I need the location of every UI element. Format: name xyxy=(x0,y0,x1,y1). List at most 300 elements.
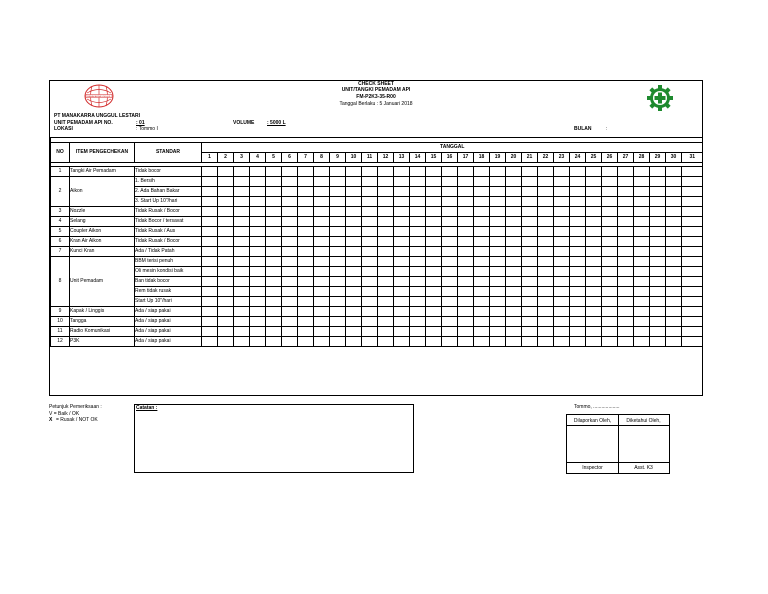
check-cell[interactable] xyxy=(234,227,250,237)
check-cell[interactable] xyxy=(602,217,618,227)
check-cell[interactable] xyxy=(346,267,362,277)
check-cell[interactable] xyxy=(618,257,634,267)
check-cell[interactable] xyxy=(586,297,602,307)
check-cell[interactable] xyxy=(250,297,266,307)
check-cell[interactable] xyxy=(602,237,618,247)
check-cell[interactable] xyxy=(570,317,586,327)
check-cell[interactable] xyxy=(682,247,703,257)
check-cell[interactable] xyxy=(202,327,218,337)
check-cell[interactable] xyxy=(442,227,458,237)
check-cell[interactable] xyxy=(330,307,346,317)
check-cell[interactable] xyxy=(602,327,618,337)
check-cell[interactable] xyxy=(506,297,522,307)
check-cell[interactable] xyxy=(378,317,394,327)
check-cell[interactable] xyxy=(618,167,634,177)
check-cell[interactable] xyxy=(410,257,426,267)
check-cell[interactable] xyxy=(634,167,650,177)
check-cell[interactable] xyxy=(650,167,666,177)
check-cell[interactable] xyxy=(570,207,586,217)
check-cell[interactable] xyxy=(570,267,586,277)
check-cell[interactable] xyxy=(282,187,298,197)
check-cell[interactable] xyxy=(618,297,634,307)
check-cell[interactable] xyxy=(346,177,362,187)
check-cell[interactable] xyxy=(618,277,634,287)
check-cell[interactable] xyxy=(442,287,458,297)
check-cell[interactable] xyxy=(362,287,378,297)
check-cell[interactable] xyxy=(266,167,282,177)
check-cell[interactable] xyxy=(394,307,410,317)
check-cell[interactable] xyxy=(650,237,666,247)
check-cell[interactable] xyxy=(298,227,314,237)
check-cell[interactable] xyxy=(618,177,634,187)
check-cell[interactable] xyxy=(282,277,298,287)
check-cell[interactable] xyxy=(490,277,506,287)
check-cell[interactable] xyxy=(570,337,586,347)
check-cell[interactable] xyxy=(314,337,330,347)
check-cell[interactable] xyxy=(218,307,234,317)
check-cell[interactable] xyxy=(602,337,618,347)
check-cell[interactable] xyxy=(538,297,554,307)
check-cell[interactable] xyxy=(554,247,570,257)
check-cell[interactable] xyxy=(394,217,410,227)
check-cell[interactable] xyxy=(458,187,474,197)
check-cell[interactable] xyxy=(394,317,410,327)
check-cell[interactable] xyxy=(234,187,250,197)
check-cell[interactable] xyxy=(394,207,410,217)
check-cell[interactable] xyxy=(346,337,362,347)
check-cell[interactable] xyxy=(250,267,266,277)
check-cell[interactable] xyxy=(362,307,378,317)
check-cell[interactable] xyxy=(394,237,410,247)
check-cell[interactable] xyxy=(666,257,682,267)
check-cell[interactable] xyxy=(490,287,506,297)
check-cell[interactable] xyxy=(586,307,602,317)
check-cell[interactable] xyxy=(506,227,522,237)
check-cell[interactable] xyxy=(490,207,506,217)
check-cell[interactable] xyxy=(570,297,586,307)
check-cell[interactable] xyxy=(378,227,394,237)
check-cell[interactable] xyxy=(410,247,426,257)
check-cell[interactable] xyxy=(522,307,538,317)
check-cell[interactable] xyxy=(282,257,298,267)
check-cell[interactable] xyxy=(426,207,442,217)
check-cell[interactable] xyxy=(266,227,282,237)
check-cell[interactable] xyxy=(314,187,330,197)
check-cell[interactable] xyxy=(666,187,682,197)
check-cell[interactable] xyxy=(522,227,538,237)
check-cell[interactable] xyxy=(682,307,703,317)
check-cell[interactable] xyxy=(266,197,282,207)
check-cell[interactable] xyxy=(650,287,666,297)
check-cell[interactable] xyxy=(554,297,570,307)
check-cell[interactable] xyxy=(394,227,410,237)
check-cell[interactable] xyxy=(554,337,570,347)
check-cell[interactable] xyxy=(618,227,634,237)
check-cell[interactable] xyxy=(202,167,218,177)
check-cell[interactable] xyxy=(362,267,378,277)
check-cell[interactable] xyxy=(506,197,522,207)
check-cell[interactable] xyxy=(394,257,410,267)
check-cell[interactable] xyxy=(314,167,330,177)
check-cell[interactable] xyxy=(362,257,378,267)
check-cell[interactable] xyxy=(282,237,298,247)
check-cell[interactable] xyxy=(490,327,506,337)
check-cell[interactable] xyxy=(282,177,298,187)
check-cell[interactable] xyxy=(426,277,442,287)
check-cell[interactable] xyxy=(490,267,506,277)
check-cell[interactable] xyxy=(282,267,298,277)
check-cell[interactable] xyxy=(218,167,234,177)
check-cell[interactable] xyxy=(586,217,602,227)
check-cell[interactable] xyxy=(586,327,602,337)
check-cell[interactable] xyxy=(474,277,490,287)
check-cell[interactable] xyxy=(442,307,458,317)
check-cell[interactable] xyxy=(218,207,234,217)
check-cell[interactable] xyxy=(330,187,346,197)
check-cell[interactable] xyxy=(618,287,634,297)
check-cell[interactable] xyxy=(314,227,330,237)
check-cell[interactable] xyxy=(618,187,634,197)
check-cell[interactable] xyxy=(346,317,362,327)
check-cell[interactable] xyxy=(250,247,266,257)
check-cell[interactable] xyxy=(458,247,474,257)
check-cell[interactable] xyxy=(650,297,666,307)
check-cell[interactable] xyxy=(394,327,410,337)
check-cell[interactable] xyxy=(330,267,346,277)
check-cell[interactable] xyxy=(506,207,522,217)
check-cell[interactable] xyxy=(330,327,346,337)
check-cell[interactable] xyxy=(586,317,602,327)
check-cell[interactable] xyxy=(458,307,474,317)
check-cell[interactable] xyxy=(234,207,250,217)
check-cell[interactable] xyxy=(618,307,634,317)
check-cell[interactable] xyxy=(554,287,570,297)
check-cell[interactable] xyxy=(522,277,538,287)
check-cell[interactable] xyxy=(522,337,538,347)
check-cell[interactable] xyxy=(618,237,634,247)
check-cell[interactable] xyxy=(250,187,266,197)
check-cell[interactable] xyxy=(666,247,682,257)
check-cell[interactable] xyxy=(634,187,650,197)
check-cell[interactable] xyxy=(394,297,410,307)
check-cell[interactable] xyxy=(586,167,602,177)
check-cell[interactable] xyxy=(634,257,650,267)
check-cell[interactable] xyxy=(330,297,346,307)
check-cell[interactable] xyxy=(234,307,250,317)
check-cell[interactable] xyxy=(346,327,362,337)
check-cell[interactable] xyxy=(506,277,522,287)
check-cell[interactable] xyxy=(474,257,490,267)
check-cell[interactable] xyxy=(554,227,570,237)
check-cell[interactable] xyxy=(218,277,234,287)
check-cell[interactable] xyxy=(394,177,410,187)
check-cell[interactable] xyxy=(298,187,314,197)
check-cell[interactable] xyxy=(458,277,474,287)
check-cell[interactable] xyxy=(570,307,586,317)
check-cell[interactable] xyxy=(682,177,703,187)
check-cell[interactable] xyxy=(202,317,218,327)
check-cell[interactable] xyxy=(202,337,218,347)
check-cell[interactable] xyxy=(474,217,490,227)
check-cell[interactable] xyxy=(666,277,682,287)
check-cell[interactable] xyxy=(202,197,218,207)
check-cell[interactable] xyxy=(570,177,586,187)
check-cell[interactable] xyxy=(378,167,394,177)
check-cell[interactable] xyxy=(666,197,682,207)
check-cell[interactable] xyxy=(250,327,266,337)
check-cell[interactable] xyxy=(602,267,618,277)
check-cell[interactable] xyxy=(426,287,442,297)
check-cell[interactable] xyxy=(602,277,618,287)
check-cell[interactable] xyxy=(250,337,266,347)
check-cell[interactable] xyxy=(234,317,250,327)
check-cell[interactable] xyxy=(618,267,634,277)
check-cell[interactable] xyxy=(314,247,330,257)
check-cell[interactable] xyxy=(202,177,218,187)
check-cell[interactable] xyxy=(218,197,234,207)
check-cell[interactable] xyxy=(202,237,218,247)
check-cell[interactable] xyxy=(490,187,506,197)
check-cell[interactable] xyxy=(570,167,586,177)
check-cell[interactable] xyxy=(282,307,298,317)
check-cell[interactable] xyxy=(682,197,703,207)
check-cell[interactable] xyxy=(554,217,570,227)
check-cell[interactable] xyxy=(314,317,330,327)
check-cell[interactable] xyxy=(378,257,394,267)
check-cell[interactable] xyxy=(474,237,490,247)
check-cell[interactable] xyxy=(410,217,426,227)
check-cell[interactable] xyxy=(602,257,618,267)
check-cell[interactable] xyxy=(394,187,410,197)
check-cell[interactable] xyxy=(282,317,298,327)
check-cell[interactable] xyxy=(522,187,538,197)
check-cell[interactable] xyxy=(506,237,522,247)
check-cell[interactable] xyxy=(474,317,490,327)
check-cell[interactable] xyxy=(474,187,490,197)
check-cell[interactable] xyxy=(298,287,314,297)
check-cell[interactable] xyxy=(298,257,314,267)
check-cell[interactable] xyxy=(378,337,394,347)
check-cell[interactable] xyxy=(234,237,250,247)
check-cell[interactable] xyxy=(266,177,282,187)
check-cell[interactable] xyxy=(570,277,586,287)
check-cell[interactable] xyxy=(234,197,250,207)
check-cell[interactable] xyxy=(442,257,458,267)
check-cell[interactable] xyxy=(266,287,282,297)
check-cell[interactable] xyxy=(250,197,266,207)
check-cell[interactable] xyxy=(474,207,490,217)
check-cell[interactable] xyxy=(346,307,362,317)
check-cell[interactable] xyxy=(266,237,282,247)
check-cell[interactable] xyxy=(554,207,570,217)
check-cell[interactable] xyxy=(650,197,666,207)
check-cell[interactable] xyxy=(474,177,490,187)
check-cell[interactable] xyxy=(250,167,266,177)
check-cell[interactable] xyxy=(570,227,586,237)
check-cell[interactable] xyxy=(682,327,703,337)
check-cell[interactable] xyxy=(442,197,458,207)
check-cell[interactable] xyxy=(298,217,314,227)
check-cell[interactable] xyxy=(298,277,314,287)
check-cell[interactable] xyxy=(330,287,346,297)
check-cell[interactable] xyxy=(538,187,554,197)
check-cell[interactable] xyxy=(682,267,703,277)
check-cell[interactable] xyxy=(202,267,218,277)
check-cell[interactable] xyxy=(426,217,442,227)
check-cell[interactable] xyxy=(650,217,666,227)
check-cell[interactable] xyxy=(490,217,506,227)
check-cell[interactable] xyxy=(490,167,506,177)
check-cell[interactable] xyxy=(426,237,442,247)
check-cell[interactable] xyxy=(666,227,682,237)
check-cell[interactable] xyxy=(410,337,426,347)
check-cell[interactable] xyxy=(586,187,602,197)
check-cell[interactable] xyxy=(218,237,234,247)
check-cell[interactable] xyxy=(202,227,218,237)
check-cell[interactable] xyxy=(618,327,634,337)
check-cell[interactable] xyxy=(650,207,666,217)
check-cell[interactable] xyxy=(506,217,522,227)
check-cell[interactable] xyxy=(506,267,522,277)
check-cell[interactable] xyxy=(362,217,378,227)
check-cell[interactable] xyxy=(554,327,570,337)
check-cell[interactable] xyxy=(346,247,362,257)
check-cell[interactable] xyxy=(218,337,234,347)
check-cell[interactable] xyxy=(538,217,554,227)
check-cell[interactable] xyxy=(554,187,570,197)
check-cell[interactable] xyxy=(682,207,703,217)
check-cell[interactable] xyxy=(474,267,490,277)
check-cell[interactable] xyxy=(682,217,703,227)
check-cell[interactable] xyxy=(474,297,490,307)
check-cell[interactable] xyxy=(570,287,586,297)
check-cell[interactable] xyxy=(506,247,522,257)
check-cell[interactable] xyxy=(618,217,634,227)
check-cell[interactable] xyxy=(410,297,426,307)
check-cell[interactable] xyxy=(378,327,394,337)
check-cell[interactable] xyxy=(490,307,506,317)
check-cell[interactable] xyxy=(410,227,426,237)
check-cell[interactable] xyxy=(618,207,634,217)
check-cell[interactable] xyxy=(314,277,330,287)
check-cell[interactable] xyxy=(634,297,650,307)
check-cell[interactable] xyxy=(362,247,378,257)
check-cell[interactable] xyxy=(218,267,234,277)
check-cell[interactable] xyxy=(602,197,618,207)
check-cell[interactable] xyxy=(378,297,394,307)
check-cell[interactable] xyxy=(570,237,586,247)
check-cell[interactable] xyxy=(490,247,506,257)
check-cell[interactable] xyxy=(586,287,602,297)
check-cell[interactable] xyxy=(378,207,394,217)
check-cell[interactable] xyxy=(218,317,234,327)
check-cell[interactable] xyxy=(314,267,330,277)
check-cell[interactable] xyxy=(394,197,410,207)
check-cell[interactable] xyxy=(266,307,282,317)
check-cell[interactable] xyxy=(682,277,703,287)
check-cell[interactable] xyxy=(586,227,602,237)
check-cell[interactable] xyxy=(490,337,506,347)
check-cell[interactable] xyxy=(362,317,378,327)
check-cell[interactable] xyxy=(250,227,266,237)
check-cell[interactable] xyxy=(538,237,554,247)
check-cell[interactable] xyxy=(650,277,666,287)
check-cell[interactable] xyxy=(458,287,474,297)
check-cell[interactable] xyxy=(666,167,682,177)
check-cell[interactable] xyxy=(538,317,554,327)
check-cell[interactable] xyxy=(618,337,634,347)
check-cell[interactable] xyxy=(538,307,554,317)
check-cell[interactable] xyxy=(522,197,538,207)
check-cell[interactable] xyxy=(570,197,586,207)
check-cell[interactable] xyxy=(426,267,442,277)
check-cell[interactable] xyxy=(554,307,570,317)
check-cell[interactable] xyxy=(506,327,522,337)
check-cell[interactable] xyxy=(458,317,474,327)
check-cell[interactable] xyxy=(602,297,618,307)
check-cell[interactable] xyxy=(666,217,682,227)
check-cell[interactable] xyxy=(394,247,410,257)
check-cell[interactable] xyxy=(602,227,618,237)
check-cell[interactable] xyxy=(330,237,346,247)
check-cell[interactable] xyxy=(634,307,650,317)
check-cell[interactable] xyxy=(234,177,250,187)
check-cell[interactable] xyxy=(266,297,282,307)
check-cell[interactable] xyxy=(362,167,378,177)
check-cell[interactable] xyxy=(410,207,426,217)
check-cell[interactable] xyxy=(554,167,570,177)
check-cell[interactable] xyxy=(218,187,234,197)
check-cell[interactable] xyxy=(458,237,474,247)
check-cell[interactable] xyxy=(426,227,442,237)
check-cell[interactable] xyxy=(634,247,650,257)
check-cell[interactable] xyxy=(554,237,570,247)
check-cell[interactable] xyxy=(602,207,618,217)
check-cell[interactable] xyxy=(442,177,458,187)
check-cell[interactable] xyxy=(666,317,682,327)
check-cell[interactable] xyxy=(458,257,474,267)
check-cell[interactable] xyxy=(506,317,522,327)
check-cell[interactable] xyxy=(394,277,410,287)
check-cell[interactable] xyxy=(538,247,554,257)
check-cell[interactable] xyxy=(666,337,682,347)
check-cell[interactable] xyxy=(378,247,394,257)
check-cell[interactable] xyxy=(538,287,554,297)
check-cell[interactable] xyxy=(250,207,266,217)
check-cell[interactable] xyxy=(314,237,330,247)
check-cell[interactable] xyxy=(234,257,250,267)
check-cell[interactable] xyxy=(298,177,314,187)
check-cell[interactable] xyxy=(202,287,218,297)
check-cell[interactable] xyxy=(202,307,218,317)
check-cell[interactable] xyxy=(410,267,426,277)
check-cell[interactable] xyxy=(506,287,522,297)
check-cell[interactable] xyxy=(346,297,362,307)
check-cell[interactable] xyxy=(682,287,703,297)
check-cell[interactable] xyxy=(250,257,266,267)
check-cell[interactable] xyxy=(458,337,474,347)
check-cell[interactable] xyxy=(586,237,602,247)
check-cell[interactable] xyxy=(538,267,554,277)
check-cell[interactable] xyxy=(458,227,474,237)
check-cell[interactable] xyxy=(378,237,394,247)
check-cell[interactable] xyxy=(650,327,666,337)
check-cell[interactable] xyxy=(570,187,586,197)
check-cell[interactable] xyxy=(362,197,378,207)
check-cell[interactable] xyxy=(522,207,538,217)
check-cell[interactable] xyxy=(634,317,650,327)
check-cell[interactable] xyxy=(474,327,490,337)
